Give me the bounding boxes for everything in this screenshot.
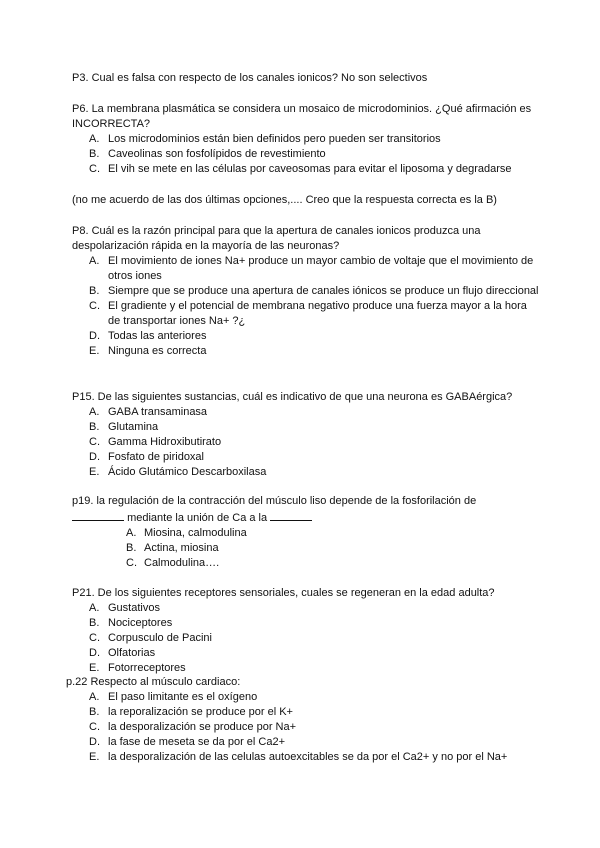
option-item xyxy=(72,329,542,344)
note-text: (no me acuerdo de las dos últimas opciones,.... Creo que la respuesta correcta es la B) xyxy=(72,194,497,206)
option-letter: D. xyxy=(89,330,100,342)
option-item xyxy=(72,299,542,329)
option-list xyxy=(72,132,542,177)
option-item xyxy=(72,690,546,705)
question-text: P6. La membrana plasmática se considera un mosaico de microdominios. ¿Qué afirmación es INCORRECTA? xyxy=(72,103,532,130)
option-text: la fase de meseta se da por el Ca2+ xyxy=(108,736,286,748)
option-text: Los microdominios están bien definidos pero pueden ser transitorios xyxy=(108,133,441,145)
option-item xyxy=(72,284,542,299)
question-text: p.22 Respecto al músculo cardiaco: xyxy=(66,676,241,688)
question-p6 xyxy=(72,102,542,177)
question-p19 xyxy=(72,494,542,571)
option-text: Nociceptores xyxy=(108,617,173,629)
answer-note xyxy=(72,193,542,208)
option-text: Ácido Glutámico Descarboxilasa xyxy=(108,466,267,478)
fill-blank xyxy=(270,509,312,521)
option-text: Caveolinas son fosfolípidos de revestimiento xyxy=(108,148,326,160)
option-text: Olfatorias xyxy=(108,647,156,659)
option-list xyxy=(72,405,542,480)
option-text: Gamma Hidroxibutirato xyxy=(108,436,222,448)
question-p3 xyxy=(72,71,542,86)
option-item xyxy=(72,661,542,676)
option-letter: D. xyxy=(89,451,100,463)
question-text: P15. De las siguientes sustancias, cuál es indicativo de que una neurona es GABAérgica? xyxy=(72,391,513,403)
question-p21 xyxy=(72,586,542,676)
option-item xyxy=(72,556,542,571)
option-text: El vih se mete en las células por caveosomas para evitar el liposoma y degradarse xyxy=(108,163,512,175)
option-letter: E. xyxy=(89,751,100,763)
option-letter: B. xyxy=(89,706,100,718)
option-letter: C. xyxy=(89,163,100,175)
option-text: El paso limitante es el oxígeno xyxy=(108,691,258,703)
option-item xyxy=(72,420,542,435)
option-item xyxy=(72,720,546,735)
option-item xyxy=(72,601,542,616)
option-letter: A. xyxy=(89,406,100,418)
option-text: Gustativos xyxy=(108,602,160,614)
question-text: P8. Cuál es la razón principal para que la apertura de canales ionicos produzca una despolarización rápida en la mayoría de las neuronas? xyxy=(72,225,481,252)
option-text: Miosina, calmodulina xyxy=(144,527,247,539)
question-p15 xyxy=(72,390,542,480)
option-item xyxy=(72,435,542,450)
question-text xyxy=(72,494,542,526)
option-text: Calmodulina…. xyxy=(144,557,220,569)
option-letter: D. xyxy=(89,736,100,748)
option-text: Todas las anteriores xyxy=(108,330,207,342)
option-letter: E. xyxy=(89,345,100,357)
option-letter: A. xyxy=(89,691,100,703)
option-list xyxy=(72,254,542,359)
option-list xyxy=(72,690,546,765)
question-text: P3. Cual es falsa con respecto de los canales ionicos? No son selectivos xyxy=(72,72,428,84)
question-p22 xyxy=(66,675,546,765)
option-letter: E. xyxy=(89,466,100,478)
option-letter: B. xyxy=(89,285,100,297)
option-letter: C. xyxy=(89,300,100,312)
option-text: El gradiente y el potencial de membrana negativo produce una fuerza mayor a la hora de transportar iones Na+ ?¿ xyxy=(108,300,527,327)
option-item xyxy=(72,132,542,147)
option-letter: C. xyxy=(89,436,100,448)
question-p8 xyxy=(72,224,542,359)
option-list xyxy=(72,601,542,676)
option-letter: B. xyxy=(126,542,137,554)
question-text-part2: mediante la unión de Ca a la xyxy=(127,512,268,524)
option-item xyxy=(72,735,546,750)
option-letter: E. xyxy=(89,662,100,674)
option-text: Fosfato de piridoxal xyxy=(108,451,204,463)
option-item xyxy=(72,254,542,284)
option-letter: D. xyxy=(89,647,100,659)
option-letter: A. xyxy=(89,255,100,267)
option-letter: B. xyxy=(89,148,100,160)
option-item xyxy=(72,616,542,631)
option-letter: C. xyxy=(126,557,137,569)
option-text: El movimiento de iones Na+ produce un mayor cambio de voltaje que el movimiento de otros iones xyxy=(108,255,534,282)
option-item xyxy=(72,631,542,646)
option-item xyxy=(72,465,542,480)
option-text: Glutamina xyxy=(108,421,159,433)
option-item xyxy=(72,646,542,661)
option-item xyxy=(72,162,542,177)
option-letter: A. xyxy=(89,133,100,145)
option-text: Fotorreceptores xyxy=(108,662,186,674)
fill-blank xyxy=(72,509,124,521)
option-text: Actina, miosina xyxy=(144,542,219,554)
option-item xyxy=(72,705,546,720)
option-text: la desporalización se produce por Na+ xyxy=(108,721,297,733)
option-text: la reporalización se produce por el K+ xyxy=(108,706,293,718)
option-letter: C. xyxy=(89,632,100,644)
option-letter: B. xyxy=(89,421,100,433)
option-item xyxy=(72,405,542,420)
option-text: Ninguna es correcta xyxy=(108,345,207,357)
option-item xyxy=(72,541,542,556)
option-item xyxy=(72,344,542,359)
question-text: P21. De los siguientes receptores sensoriales, cuales se regeneran en la edad adulta? xyxy=(72,587,495,599)
question-text-part1: p19. la regulación de la contracción del músculo liso depende de la fosforilación de xyxy=(72,495,477,507)
option-item xyxy=(72,526,542,541)
option-letter: A. xyxy=(126,527,137,539)
option-letter: B. xyxy=(89,617,100,629)
option-text: la desporalización de las celulas autoexcitables se da por el Ca2+ y no por el Na+ xyxy=(108,751,508,763)
option-item xyxy=(72,147,542,162)
option-letter: C. xyxy=(89,721,100,733)
option-text: GABA transaminasa xyxy=(108,406,208,418)
option-list xyxy=(72,526,542,571)
option-letter: A. xyxy=(89,602,100,614)
option-item xyxy=(72,750,546,765)
option-text: Corpusculo de Pacini xyxy=(108,632,212,644)
option-text: Siempre que se produce una apertura de canales iónicos se produce un flujo direccional xyxy=(108,285,539,297)
option-item xyxy=(72,450,542,465)
